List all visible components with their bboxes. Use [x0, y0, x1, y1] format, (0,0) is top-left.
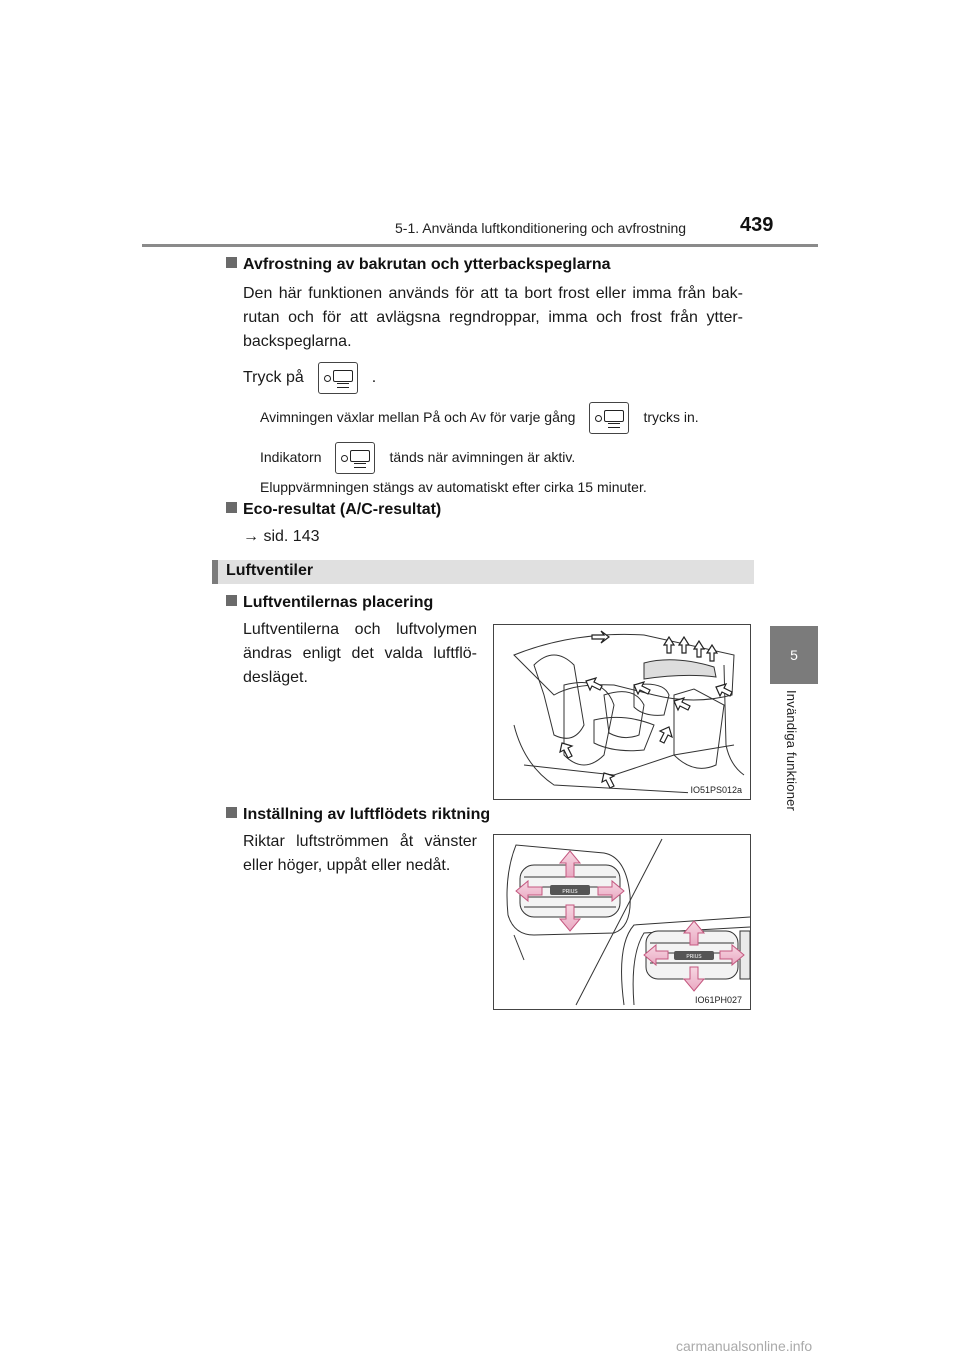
defrost-note-toggle: Avimningen växlar mellan På och Av för varje gång trycks in.: [260, 402, 699, 434]
square-bullet-icon: [226, 807, 237, 818]
eco-page-reference: → sid. 143: [243, 528, 320, 545]
vent-placement-figure: [493, 624, 751, 800]
car-interior-illustration: [494, 625, 750, 799]
square-bullet-icon: [226, 595, 237, 606]
eco-heading: Eco-resultat (A/C-resultat): [226, 501, 441, 519]
placement-heading: Luftventilernas placering: [226, 594, 433, 612]
section-title: Luftventiler: [226, 562, 314, 579]
direction-heading: Inställning av luftflödets riktning: [226, 806, 490, 824]
site-watermark: carmanualsonline.info: [676, 1338, 813, 1354]
page-number: 439: [740, 214, 774, 236]
placement-body: Luftventilerna och luftvolymen ändras enligt det valda luftflö-desläget.: [243, 621, 477, 686]
vent-adjustment-illustration: [494, 835, 750, 1009]
figure-id: IO61PH027: [694, 995, 742, 1005]
running-header: 5-1. Använda luftkonditionering och avfrostning: [395, 220, 687, 236]
defrost-note-auto-off: Eluppvärmningen stängs av automatiskt efter cirka 15 minuter.: [260, 479, 647, 495]
vent-badge-label: PRIUS: [686, 954, 702, 960]
square-bullet-icon: [226, 502, 237, 513]
chapter-label: Invändiga funktioner: [784, 690, 799, 812]
vent-badge-label: PRIUS: [562, 889, 578, 895]
rear-defogger-indicator-icon: [335, 442, 375, 474]
rear-defogger-button-icon: [318, 362, 358, 394]
chapter-tab: 5: [770, 626, 818, 684]
vent-direction-figure: [493, 834, 751, 1010]
square-bullet-icon: [226, 257, 237, 268]
rear-defogger-button-icon: [589, 402, 629, 434]
defrost-heading: Avfrostning av bakrutan och ytterbackspeglarna: [226, 256, 611, 274]
section-title-bar: [212, 560, 754, 584]
defrost-body: Den här funktionen används för att ta bort frost eller imma från bak-rutan och för att avlägsna regndroppar, imma och frost från ytter-backspeglarna.: [243, 285, 743, 350]
defrost-note-indicator: Indikatorn tänds när avimningen är aktiv.: [260, 442, 575, 474]
figure-id: IO51PS012a: [690, 785, 742, 795]
header-divider: [142, 244, 818, 247]
press-instruction: Tryck på .: [243, 362, 543, 394]
direction-body: Riktar luftströmmen åt vänster eller höger, uppåt eller nedåt.: [243, 833, 477, 874]
